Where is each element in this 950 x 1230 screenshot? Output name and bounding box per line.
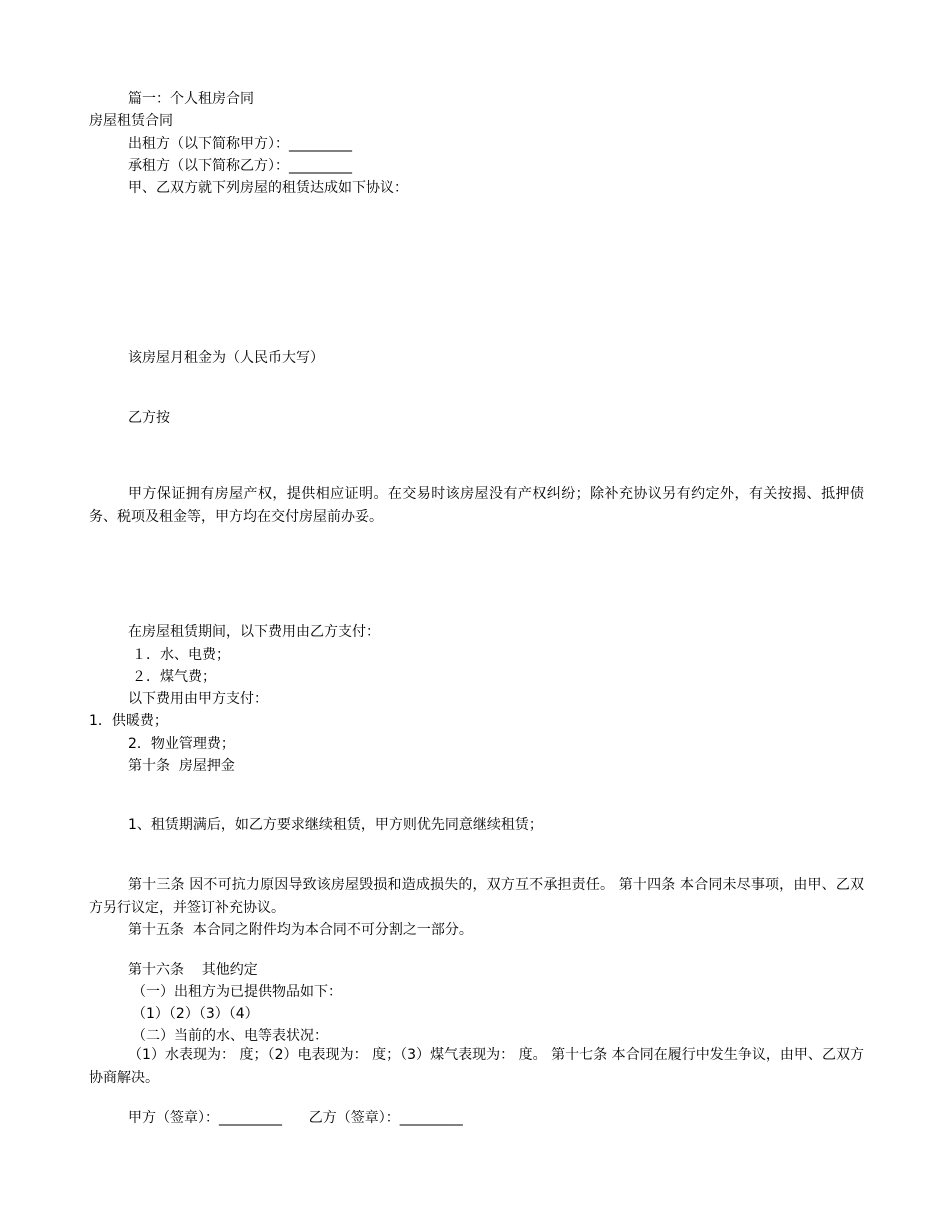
fee-item-heating: 1．供暖费； (89, 713, 168, 729)
meter-status-heading: （二）当前的水、电等表状况： (132, 1028, 328, 1044)
article-10-heading: 第十条 房屋押金 (128, 758, 235, 774)
payment-line: 乙方按 (128, 410, 170, 426)
contract-title: 房屋租赁合同 (89, 113, 173, 129)
signature-line: 甲方（签章）：_________ 乙方（签章）：_________ (128, 1110, 463, 1126)
provided-items-list: （1）（2）（3）（4） (132, 1006, 259, 1022)
fee-item-property-management: 2．物业管理费； (128, 736, 235, 752)
fees-lessee-intro: 在房屋租赁期间，以下费用由乙方支付： (128, 624, 380, 640)
renewal-clause: 1、租赁期满后，如乙方要求继续租赁，甲方则优先同意继续租赁； (128, 817, 543, 833)
force-majeure-paragraph: 第十三条 因不可抗力原因导致该房屋毁损和造成损失的，双方互不承担责任。 第十四条 本合同未尽事项，由甲、乙双方另行议定，并签订补充协议。 (89, 877, 864, 916)
article-16-heading: 第十六条 其他约定 (128, 962, 258, 978)
lessor-line: 出租方（以下简称甲方）：_________ (128, 136, 352, 152)
meter-readings-paragraph: （1）水表现为： 度；（2）电表现为： 度；（3）煤气表现为： 度。 第十七条 本合同在履行中发生争议，由甲、乙双方协商解决。 (89, 1047, 864, 1086)
agreement-intro: 甲、乙双方就下列房屋的租赁达成如下协议： (128, 180, 408, 196)
fees-lessor-intro: 以下费用由甲方支付： (128, 691, 268, 707)
section-title: 篇一：个人租房合同 (128, 91, 254, 107)
ownership-paragraph: 甲方保证拥有房屋产权，提供相应证明。在交易时该房屋没有产权纠纷；除补充协议另有约定外，有关按揭、抵押债务、税项及租金等，甲方均在交付房屋前办妥。 (89, 486, 864, 525)
fee-item-gas: ２．煤气费； (132, 669, 216, 685)
fee-item-water-electric: １．水、电费； (132, 647, 230, 663)
provided-items-heading: （一）出租方为已提供物品如下： (132, 984, 342, 1000)
article-15: 第十五条 本合同之附件均为本合同不可分割之一部分。 (128, 922, 473, 938)
monthly-rent-line: 该房屋月租金为（人民币大写） (128, 350, 324, 366)
lessee-line: 承租方（以下简称乙方）：_________ (128, 158, 352, 174)
